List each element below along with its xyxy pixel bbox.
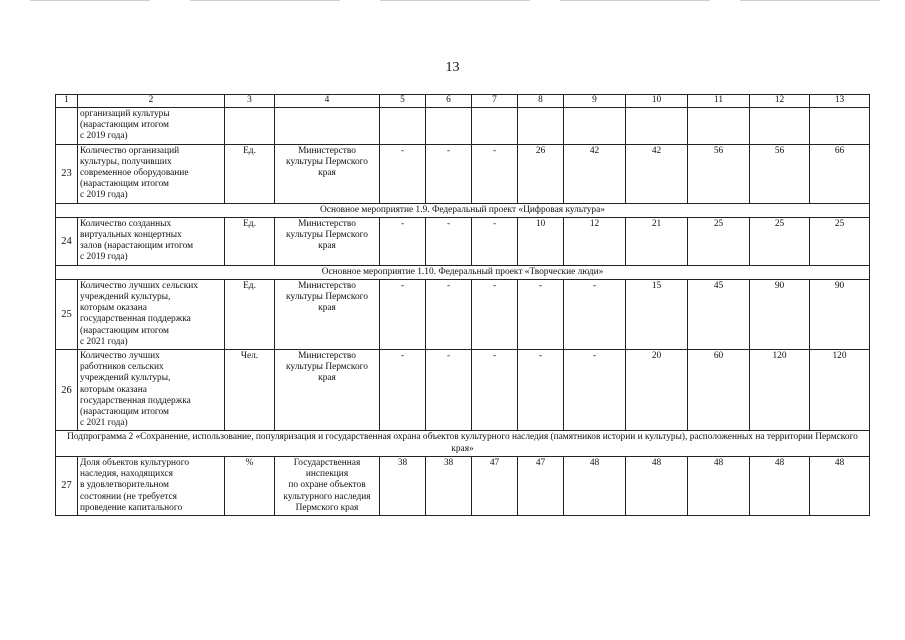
- indicator-name-cell: Доля объектов культурного наследия, находящихся в удовлетворительном состоянии (не требуется проведение капитального: [78, 456, 225, 515]
- value-cell: [626, 108, 688, 145]
- value-cell: 10: [518, 217, 564, 265]
- value-cell: -: [472, 144, 518, 203]
- header-cell-4: 4: [275, 95, 380, 108]
- indicator-name-cell: Количество лучших сельских учреждений культуры, которым оказана государственная поддержка (нарастающим итогом с 2021 года): [78, 279, 225, 349]
- row-index-cell: 23: [56, 144, 78, 203]
- unit-cell: Чел.: [225, 350, 275, 431]
- section-row: [56, 431, 870, 456]
- indicator-name-cell: Количество созданных виртуальных концертных залов (нарастающим итогом с 2019 года): [78, 217, 225, 265]
- header-cell-13: 13: [810, 95, 870, 108]
- responsible-org-cell: Министерство культуры Пермского края: [275, 350, 380, 431]
- value-cell: [688, 108, 750, 145]
- value-cell: -: [426, 144, 472, 203]
- responsible-org-cell: Государственная инспекция по охране объектов культурного наследия Пермского края: [275, 456, 380, 515]
- value-cell: 15: [626, 279, 688, 349]
- value-cell: 26: [518, 144, 564, 203]
- value-cell: -: [518, 279, 564, 349]
- value-cell: 20: [626, 350, 688, 431]
- value-cell: 48: [688, 456, 750, 515]
- value-cell: -: [380, 279, 426, 349]
- unit-cell: Ед.: [225, 144, 275, 203]
- table-row: [56, 217, 870, 265]
- indicator-name-cell: Количество лучших работников сельских учреждений культуры, которым оказана государственная поддержка (нарастающим итогом с 2021 года): [78, 350, 225, 431]
- value-cell: 25: [810, 217, 870, 265]
- value-cell: [225, 108, 275, 145]
- header-cell-11: 11: [688, 95, 750, 108]
- value-cell: 47: [518, 456, 564, 515]
- table-row: [56, 456, 870, 515]
- value-cell: 38: [380, 456, 426, 515]
- value-cell: [472, 108, 518, 145]
- value-cell: [518, 108, 564, 145]
- table-row: [56, 350, 870, 431]
- section-row: [56, 265, 870, 279]
- section-title-cell: Подпрограмма 2 «Сохранение, использование, популяризация и государственная охрана объектов культурного наследия (памятников истории и культуры), расположенных на территории Пермского края»: [56, 431, 870, 456]
- responsible-org-cell: Министерство культуры Пермского края: [275, 279, 380, 349]
- value-cell: [426, 108, 472, 145]
- value-cell: 120: [750, 350, 810, 431]
- section-title-cell: Основное мероприятие 1.9. Федеральный проект «Цифровая культура»: [56, 203, 870, 217]
- indicator-name-cell: организаций культуры (нарастающим итогом с 2019 года): [78, 108, 225, 145]
- value-cell: [275, 108, 380, 145]
- unit-cell: Ед.: [225, 279, 275, 349]
- value-cell: 56: [688, 144, 750, 203]
- value-cell: [750, 108, 810, 145]
- row-index-cell: 25: [56, 279, 78, 349]
- value-cell: 48: [810, 456, 870, 515]
- header-cell-6: 6: [426, 95, 472, 108]
- value-cell: -: [380, 144, 426, 203]
- value-cell: 48: [750, 456, 810, 515]
- header-cell-10: 10: [626, 95, 688, 108]
- value-cell: -: [472, 217, 518, 265]
- value-cell: 48: [626, 456, 688, 515]
- table-row: [56, 144, 870, 203]
- header-cell-1: 1: [56, 95, 78, 108]
- value-cell: 12: [564, 217, 626, 265]
- value-cell: 42: [564, 144, 626, 203]
- indicators-table: [55, 94, 870, 516]
- value-cell: 90: [810, 279, 870, 349]
- value-cell: 66: [810, 144, 870, 203]
- header-cell-9: 9: [564, 95, 626, 108]
- header-cell-3: 3: [225, 95, 275, 108]
- header-cell-5: 5: [380, 95, 426, 108]
- value-cell: 48: [564, 456, 626, 515]
- responsible-org-cell: Министерство культуры Пермского края: [275, 217, 380, 265]
- header-cell-7: 7: [472, 95, 518, 108]
- value-cell: 38: [426, 456, 472, 515]
- value-cell: [380, 108, 426, 145]
- value-cell: 25: [750, 217, 810, 265]
- value-cell: 47: [472, 456, 518, 515]
- value-cell: 120: [810, 350, 870, 431]
- value-cell: -: [380, 217, 426, 265]
- value-cell: 45: [688, 279, 750, 349]
- value-cell: [564, 108, 626, 145]
- value-cell: 42: [626, 144, 688, 203]
- section-title-cell: Основное мероприятие 1.10. Федеральный проект «Творческие люди»: [56, 265, 870, 279]
- value-cell: -: [426, 350, 472, 431]
- header-cell-8: 8: [518, 95, 564, 108]
- value-cell: 56: [750, 144, 810, 203]
- header-cell-12: 12: [750, 95, 810, 108]
- header-row: [56, 95, 870, 108]
- scan-edge-lines: [0, 0, 905, 2]
- value-cell: -: [518, 350, 564, 431]
- value-cell: 21: [626, 217, 688, 265]
- continuation-row: [56, 108, 870, 145]
- unit-cell: Ед.: [225, 217, 275, 265]
- value-cell: -: [472, 350, 518, 431]
- page-number: 13: [445, 60, 460, 75]
- row-index-cell: 27: [56, 456, 78, 515]
- value-cell: -: [426, 217, 472, 265]
- section-row: [56, 203, 870, 217]
- header-cell-2: 2: [78, 95, 225, 108]
- value-cell: -: [564, 350, 626, 431]
- value-cell: -: [564, 279, 626, 349]
- responsible-org-cell: Министерство культуры Пермского края: [275, 144, 380, 203]
- value-cell: 90: [750, 279, 810, 349]
- row-index-cell: 26: [56, 350, 78, 431]
- value-cell: 25: [688, 217, 750, 265]
- table-row: [56, 279, 870, 349]
- value-cell: [810, 108, 870, 145]
- indicator-name-cell: Количество организаций культуры, получивших современное оборудование (нарастающим итогом с 2019 года): [78, 144, 225, 203]
- value-cell: -: [426, 279, 472, 349]
- row-index-cell: [56, 108, 78, 145]
- value-cell: 60: [688, 350, 750, 431]
- value-cell: -: [472, 279, 518, 349]
- unit-cell: %: [225, 456, 275, 515]
- row-index-cell: 24: [56, 217, 78, 265]
- value-cell: -: [380, 350, 426, 431]
